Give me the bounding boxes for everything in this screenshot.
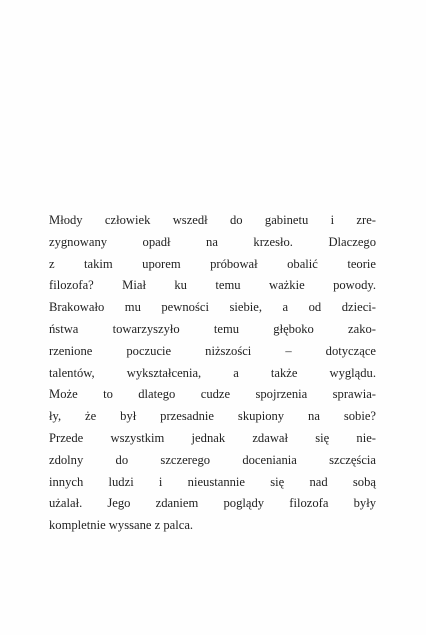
text-line-14: użalał. Jego zdaniem poglądy filozofa były [49, 496, 376, 511]
text-line-7: rzenione poczucie niższości – dotyczące [49, 343, 376, 358]
text-line-2: zygnowany opadł na krzesło. Dlaczego [49, 234, 376, 249]
text-line-6: ństwa towarzyszyło temu głęboko zako- [49, 321, 376, 336]
text-line-11: Przede wszystkim jednak zdawał się nie- [49, 430, 376, 445]
text-line-15: kompletnie wyssane z palca. [49, 518, 194, 533]
text-line-8: talentów, wykształcenia, a także wyglądu. [49, 365, 376, 380]
text-line-9: Może to dlatego cudze spojrzenia sprawia- [49, 387, 376, 402]
body-paragraph [49, 210, 376, 537]
text-line-10: ły, że był przesadnie skupiony na sobie? [49, 409, 376, 424]
text-line-12: zdolny do szczerego doceniania szczęścia [49, 452, 376, 467]
text-line-1: Młody człowiek wszedł do gabinetu i zre- [49, 213, 376, 227]
text-line-3: z takim uporem próbował obalić teorie [49, 256, 376, 271]
text-line-13: innych ludzi i nieustannie się nad sobą [49, 474, 376, 489]
text-line-5: Brakowało mu pewności siebie, a od dzieci- [49, 300, 376, 315]
text-line-4: filozofa? Miał ku temu ważkie powody. [49, 278, 376, 293]
